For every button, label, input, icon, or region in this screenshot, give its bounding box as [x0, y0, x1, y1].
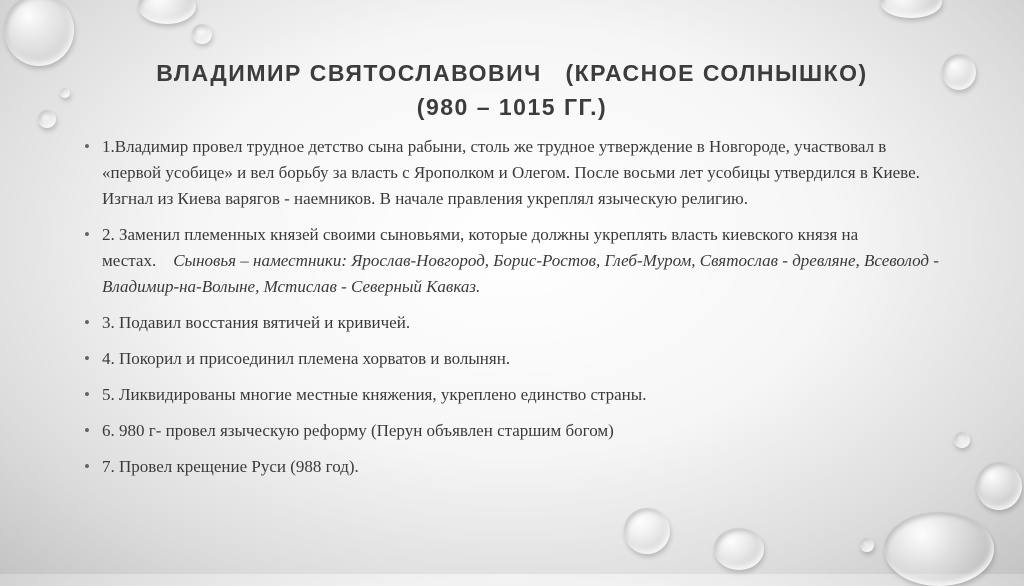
- bullet-item-5: [78, 382, 948, 408]
- bullet-item-3: [78, 310, 948, 336]
- bullet-text: 2. Заменил племенных князей своими сыновьями, которые должны укреплять власть киевского князя на местах.: [102, 225, 859, 270]
- bullet-item-1: [78, 134, 948, 212]
- water-drop-icon: [624, 508, 670, 554]
- bullet-item-2: [78, 222, 948, 300]
- water-drop-icon: [954, 432, 970, 448]
- water-drop-icon: [860, 538, 874, 552]
- bullet-italic-text: Сыновья – наместники: Ярослав-Новгород, Борис-Ростов, Глеб-Муром, Святослав - древляне, Всеволод - Владимир-на-Волыне, Мстислав - Северный Кавказ.: [102, 251, 939, 296]
- bullet-text: 5. Ликвидированы многие местные княжения, укреплено единство страны.: [102, 385, 647, 404]
- bullet-list: [78, 134, 948, 490]
- bullet-item-6: [78, 418, 948, 444]
- water-drop-icon: [884, 512, 994, 586]
- water-drop-icon: [192, 24, 212, 44]
- bullet-text: 3. Подавил восстания вятичей и кривичей.: [102, 313, 411, 332]
- bullet-text: 1.Владимир провел трудное детство сына рабыни, столь же трудное утверждение в Новгороде, участвовал в «первой усобице» и вел борьбу за власть с Ярополком и Олегом. После восьми лет усобицы утвердился в Киеве. Изгнал из Киева варягов - наемников. В начале правления укреплял языческую религию.: [102, 137, 920, 208]
- bullet-text: 4. Покорил и присоединил племена хорватов и волынян.: [102, 349, 511, 368]
- bullet-text: 6. 980 г- провел языческую реформу (Перун объявлен старшим богом): [102, 421, 614, 440]
- water-drop-icon: [138, 0, 196, 24]
- bullet-text: 7. Провел крещение Руси (988 год).: [102, 457, 359, 476]
- bullet-item-4: [78, 346, 948, 372]
- water-drop-icon: [880, 0, 942, 18]
- title-line-2: (980 – 1015 ГГ.): [416, 94, 608, 120]
- title-line-1: ВЛАДИМИР СВЯТОСЛАВОВИЧ (КРАСНОЕ СОЛНЫШКО): [156, 60, 868, 86]
- water-drop-icon: [976, 462, 1022, 510]
- slide-title: [40, 56, 984, 124]
- bullet-item-7: [78, 454, 948, 480]
- water-drop-icon: [714, 528, 764, 570]
